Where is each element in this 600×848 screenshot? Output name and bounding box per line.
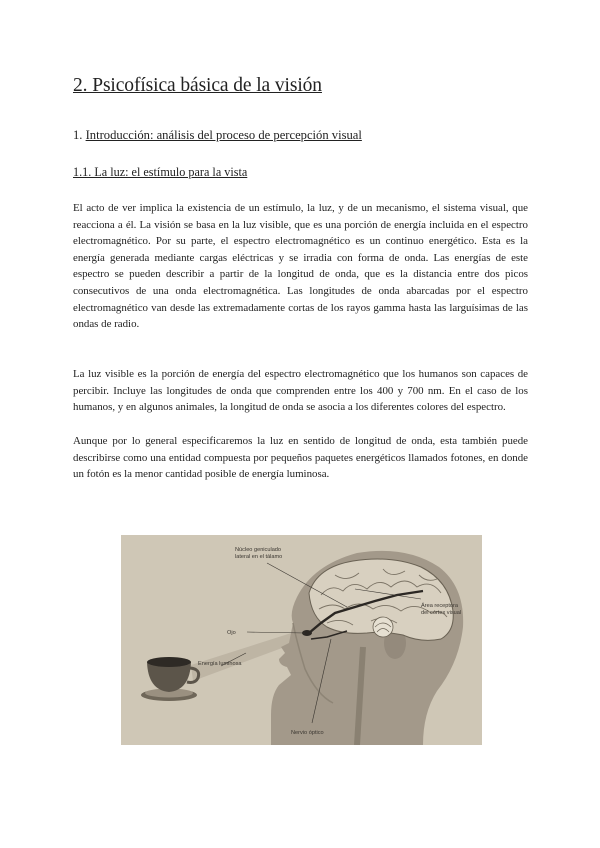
paragraph-2: La luz visible es la porción de energía del espectro electromagnético que los humanos son capaces de percibir. Incluye las longitudes de onda que comprenden entre los 400 y 700 nm. En el caso de los humanos, y en algunos animales, la longitud de onda se asocia a los diferentes colores del espectro.	[73, 368, 528, 414]
section-title: Introducción: análisis del proceso de percepción visual	[85, 128, 362, 142]
light-label: Energía luminosa	[198, 661, 242, 667]
lgn-label-line2: lateral en el tálamo	[235, 554, 283, 560]
cortex-label-line2: del córtex visual	[421, 610, 462, 616]
paragraph-1: El acto de ver implica la existencia de un estímulo, la luz, y de un mecanismo, el sistema visual, que reacciona a él. La visión se basa en la luz visible, que es una porción de energía incluida en el espectro electromagnético. Por su parte, el espectro electromagnético es un continuo energético. Esta es la energía generada mediante cargas eléctricas y se irradia con forma de onda. Las energías de este espectro se pueden describir a partir de la longitud de onda, que es la distancia entre dos picos consecutivos de una onda electromagnética. Las longitudes de onda abarcadas por el espectro electromagnético van desde las extremadamente cortas de los rayos gamma hasta las larguísimas de las ondas de radio.	[73, 202, 528, 331]
optic-nerve-label: Nervio óptico	[291, 730, 324, 736]
lgn-label-line1: Núcleo geniculado	[235, 547, 282, 553]
page-title: 2. Psicofísica básica de la visión	[73, 75, 322, 96]
visual-pathway-figure	[121, 535, 482, 745]
subsection-heading: 1.1. La luz: el estímulo para la vista	[73, 165, 248, 179]
paragraph-3: Aunque por lo general especificaremos la luz en sentido de longitud de onda, esta también puede describirse como una entidad compuesta por pequeños paquetes energéticos llamados fotones, en donde un fotón es la menor cantidad posible de energía luminosa.	[73, 435, 528, 481]
head-illustration	[121, 535, 482, 745]
eye-label: Ojo	[227, 630, 236, 636]
section-number: 1.	[73, 128, 86, 142]
cerebellum-shape	[373, 617, 393, 637]
section-heading	[73, 128, 362, 143]
cortex-label-line1: Área receptora	[421, 603, 459, 609]
